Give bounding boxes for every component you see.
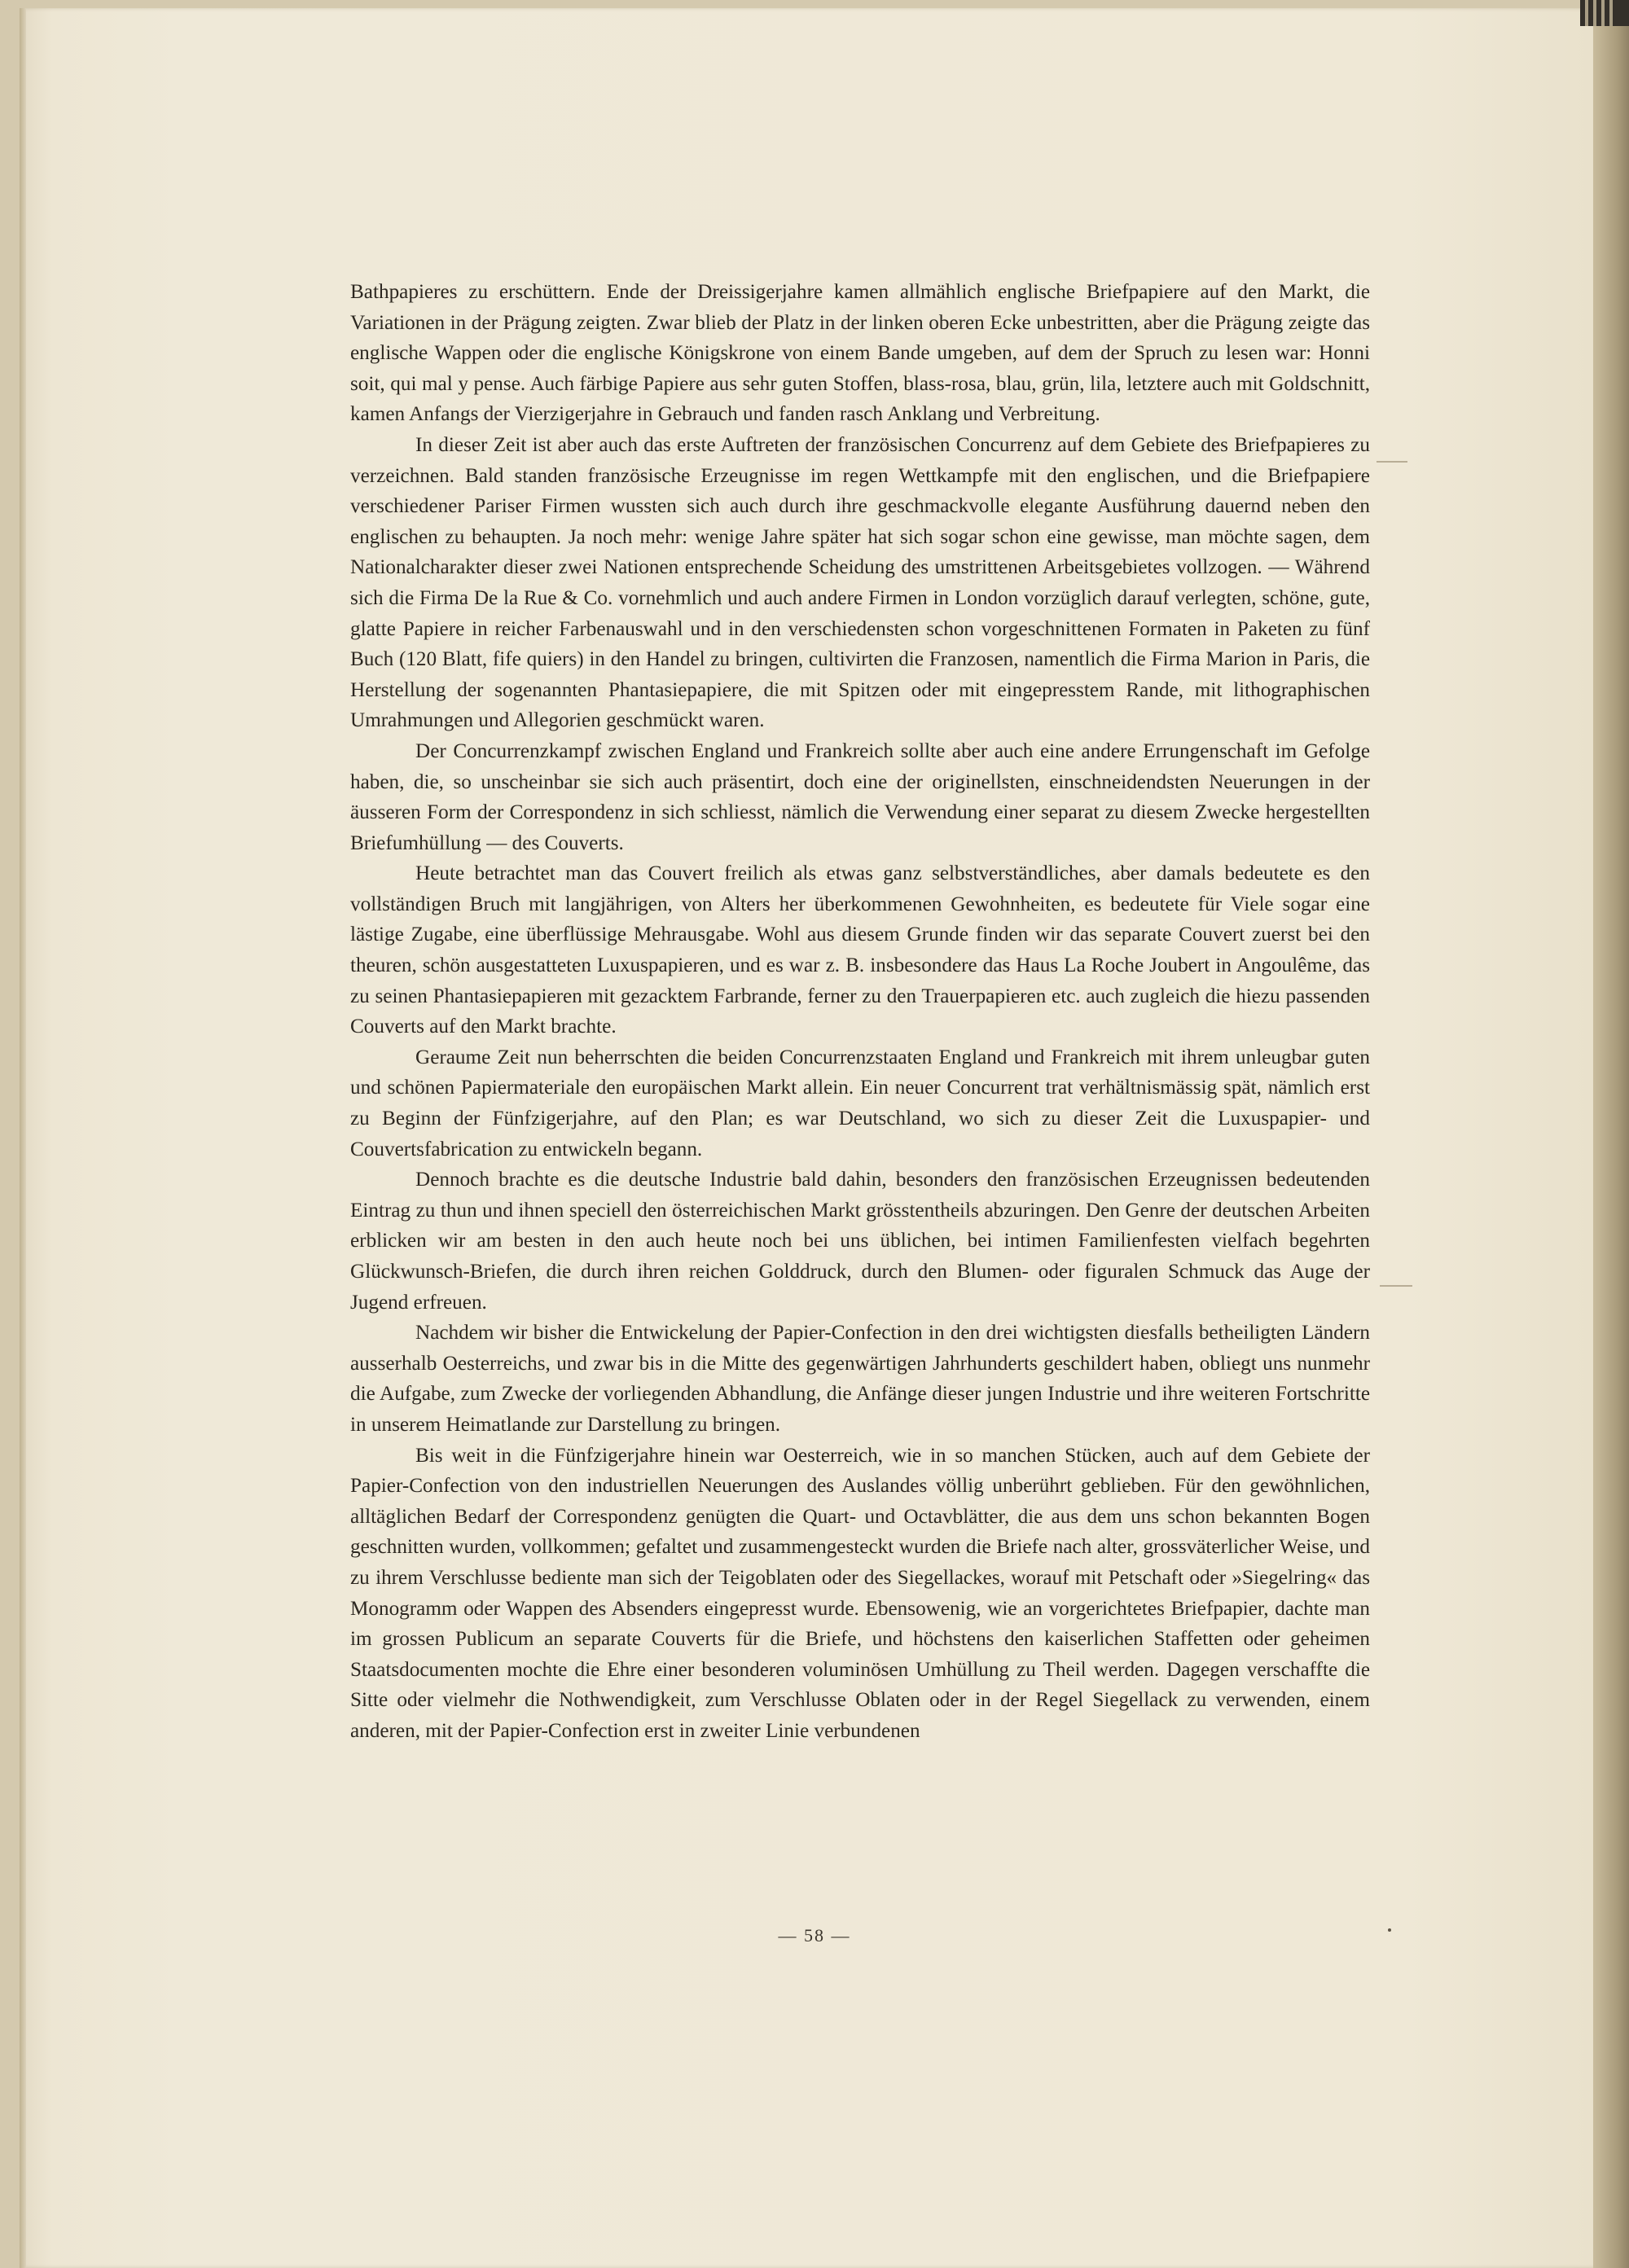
paragraph-4: Heute betrachtet man das Couvert freilich als etwas ganz selbstverständliches, aber damals bedeutete es den vollständigen Bruch mit langjährigen, von Alters her überkommenen Gewohnheiten, es bedeutete für Viele sogar eine lästige Zugabe, eine überflüssige Mehrausgabe. Wohl aus diesem Grunde finden wir das separate Couvert zuerst bei den theuren, schön ausgestatteten Luxuspapieren, und es war z. B. insbesondere das Haus La Roche Joubert in Angoulême, das zu seinen Phantasiepapieren mit gezacktem Farbrande, ferner zu den Trauerpapieren etc. auch zugleich die hiezu passenden Couverts auf den Markt brachte. [350, 862, 1370, 1038]
corner-binding-tab [1580, 0, 1629, 26]
paragraph-5: Geraume Zeit nun beherrschten die beiden Concurrenzstaaten England und Frankreich mit ihrem unleugbar guten und schönen Papiermateriale den europäischen Markt allein. Ein neuer Concurrent trat verhältnismässig spät, nämlich erst zu Beginn der Fünfzigerjahre, auf den Plan; es war Deutschland, wo sich zu dieser Zeit die Luxuspapier- und Couvertsfabrication zu entwickeln begann. [350, 1046, 1370, 1160]
paragraph-3: Der Concurrenzkampf zwischen England und Frankreich sollte aber auch eine andere Errungenschaft im Gefolge haben, die, so unscheinbar sie sich auch präsentirt, doch eine der originellsten, einschneidendsten Neuerungen in der äusseren Form der Correspondenz in sich schliesst, nämlich die Verwendung einer separat zu diesem Zwecke hergestellten Briefumhüllung — des Couverts. [350, 739, 1370, 854]
body-text [350, 277, 1370, 1747]
paragraph-8: Bis weit in die Fünfzigerjahre hinein war Oesterreich, wie in so manchen Stücken, auch auf dem Gebiete der Papier-Confection von den industriellen Neuerungen des Auslandes völlig unberührt geblieben. Für den gewöhnlichen, alltäglichen Bedarf der Correspondenz genügten die Quart- und Octavblätter, die aus dem uns schon bekannten Bogen geschnitten wurden, vollkommen; gefaltet und zusammengesteckt wurden die Briefe nach alter, grossväterlicher Weise, und zu ihrem Verschlusse bediente man sich der Teigoblaten oder des Siegellackes, worauf mit Petschaft oder »Siegelring« das Monogramm oder Wappen des Absenders eingepresst wurde. Ebensowenig, wie an vorgerichtetes Briefpapier, dachte man im grossen Publicum an separate Couverts für die Briefe, und höchstens den kaiserlichen Staffetten oder geheimen Staatsdocumenten mochte die Ehre einer besonderen voluminösen Umhüllung zu Theil werden. Dagegen verschaffte die Sitte oder vielmehr die Nothwendigkeit, zum Verschlusse Oblaten oder in der Regel Siegellack zu verwenden, einem anderen, mit der Papier-Confection erst in zweiter Linie verbundenen [350, 1444, 1370, 1742]
margin-mark [1380, 1285, 1412, 1287]
paragraph-7: Nachdem wir bisher die Entwickelung der Papier-Confection in den drei wichtigsten diesfalls betheiligten Ländern ausserhalb Oesterreichs, und zwar bis in die Mitte des gegenwärtigen Jahrhunderts geschildert haben, obliegt uns nunmehr die Aufgabe, zum Zwecke der vorliegenden Abhandlung, die Anfänge dieser jungen Industrie und ihre weiteren Fortschritte in unserem Heimatlande zur Darstellung zu bringen. [350, 1322, 1370, 1436]
margin-mark [1377, 461, 1407, 463]
paper-speck [1388, 1928, 1391, 1932]
paragraph-2: In dieser Zeit ist aber auch das erste Auftreten der französischen Concurrenz auf dem Gebiete des Briefpapieres zu verzeichnen. Bald standen französische Erzeugnisse im regen Wettkampfe mit den englischen, und die Briefpapiere verschiedener Pariser Firmen wussten sich auch durch ihre geschmackvolle elegante Ausführung dauernd neben den englischen zu behaupten. Ja noch mehr: wenige Jahre später hat sich sogar schon eine gewisse, man möchte sagen, dem Nationalcharakter dieser zwei Nationen entsprechende Scheidung des umstrittenen Arbeitsgebietes vollzogen. — Während sich die Firma De la Rue & Co. vornehmlich und auch andere Firmen in London vorzüglich darauf verlegten, schöne, gute, glatte Papiere in reicher Farbenauswahl und in den verschiedensten schon vorgeschnittenen Formaten in Paketen zu fünf Buch (120 Blatt, fife quiers) in den Handel zu bringen, cultivirten die Franzosen, namentlich die Firma Marion in Paris, die Herstellung der sogenannten Phantasiepapiere, die mit Spitzen oder mit eingepresstem Rande, mit lithographischen Umrahmungen und Allegorien geschmückt waren. [350, 433, 1370, 732]
paragraph-6: Dennoch brachte es die deutsche Industrie bald dahin, besonders den französischen Erzeugnissen bedeutenden Eintrag zu thun und ihnen speciell den österreichischen Markt grösstentheils abzuringen. Den Genre der deutschen Arbeiten erblicken wir am besten in den auch heute noch bei uns üblichen, bei intimen Familienfesten vielfach begehrten Glückwunsch-Briefen, die durch ihren reichen Golddruck, durch den Blumen- oder figuralen Schmuck das Auge der Jugend erfreuen. [350, 1169, 1370, 1314]
page-number: — 58 — [778, 1925, 851, 1946]
paragraph-1: Bathpapieres zu erschüttern. Ende der Dreissigerjahre kamen allmählich englische Briefpapiere auf den Markt, die Variationen in der Prägung zeigten. Zwar blieb der Platz in der linken oberen Ecke unbestritten, aber die Prägung zeigte das englische Wappen oder die englische Königskrone von einem Bande umgeben, auf dem der Spruch zu lesen war: Honni soit, qui mal y pense. Auch färbige Papiere aus sehr guten Stoffen, blass-rosa, blau, grün, lila, letztere auch mit Goldschnitt, kamen Anfangs der Vierzigerjahre in Gebrauch und fanden rasch Anklang und Verbreitung. [350, 281, 1370, 426]
